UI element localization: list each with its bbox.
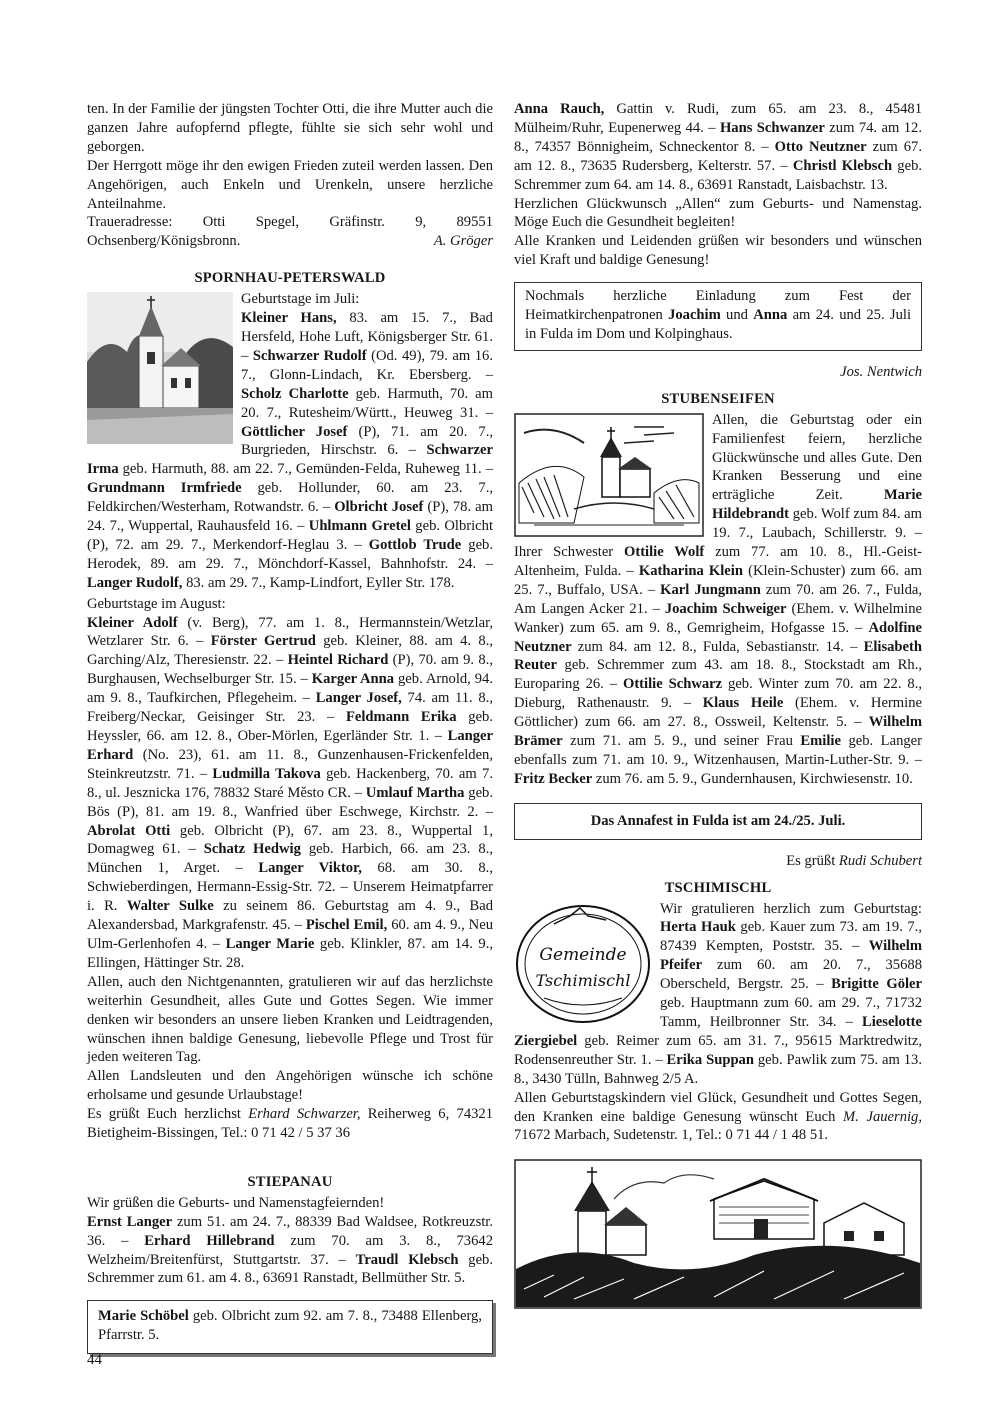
continued-birthday-list: Anna Rauch, Gattin v. Rudi, zum 65. am 23. 8., 45481 Mülheim/Ruhr, Eupenerweg 44. – Hans Schwanzer zum 74. am 12. 8., 74357 Bönnigheim, Schneckentor 8. – Otto Neutzner zum 67. am 12. 8., 73635 Rudersberg, Kelterstr. 57. – Christl Klebsch geb. Schremmer zum 64. am 14. 8., 63691 Ranstadt, Laisbachstr. 13.: [514, 101, 923, 193]
signature-nentwich: Jos. Nentwich: [840, 363, 922, 380]
invitation-text: Nochmals herzliche Einladung zum Fest der Heimatkirchenpatronen Joachim und Anna am 24. und 25. Juli in Fulda im Dom und Kolpinghaus.: [525, 288, 911, 342]
stiepanau-list: Ernst Langer zum 51. am 24. 7., 88339 Bad Waldsee, Rotkreuzstr. 36. – Erhard Hillebrand zum 70. am 3. 8., 73642 Welzheim/Breitenfürst, Stuttgartstr. 37. – Traudl Klebsch geb. Schremmer zum 61. am 4. 8., 63691 Ranstadt, Bellmüther Str. 5.: [87, 1213, 493, 1287]
stubenseifen-block: [514, 411, 922, 789]
section-heading-tschimischl: TSCHIMISCHL: [664, 879, 772, 896]
seal-text-line2: Tschimischl: [535, 970, 631, 990]
obituary-signature: A. Gröger: [433, 233, 493, 250]
section-heading-stiepanau: STIEPANAU: [247, 1173, 333, 1190]
community-seal: [514, 902, 652, 1026]
wishes-line: Herzlichen Glückwunsch „Allen“ zum Geburts- und Namenstag. Möge Euch die Gesundheit begleiten!: [514, 195, 922, 231]
annafest-text: Das Annafest in Fulda ist am 24./25. Juli.: [590, 812, 846, 829]
invitation-box: [514, 282, 922, 351]
seal-text-line1: Gemeinde: [539, 944, 627, 965]
left-column: [87, 100, 493, 1354]
page-number: 44: [87, 1352, 102, 1368]
section-heading-spornhau: SPORNHAU-PETERSWALD: [194, 270, 386, 287]
spornhau-july-list: Kleiner Hans, 83. am 15. 7., Bad Hersfeld, Hohe Luft, Königsberger Str. 61. – Schwarzer Rudolf (Od. 49), 79. am 16. 7., Glonn-Lindach, Kr. Ebersberg. – Scholz Charlotte geb. Harmuth, 70. am 20. 7., Rutesheim/Württ., Heuweg 31. – Göttlicher Josef (P), 71. am 20. 7., Burgrieden, Hirschstr. 6. – Schwarzer Irma geb. Harmuth, 88. am 22. 7., Gemünden-Felda, Ruheweg 11. – Grundmann Irmfriede geb. Hollunder, 60. am 23. 7., Feldkirchen/Westerham, Rotwandstr. 6. – Olbricht Josef (P), 78. am 24. 7., Wuppertal, Rauhausfeld 16. – Uhlmann Gretel geb. Olbricht (P), 72. am 29. 7., Merkendorf-Heglau 3. – Gottlob Trude geb. Herodek, 89. am 29. 7., Mönchdorf-Kassel, Bahnhofstr. 24. – Langer Rudolf, 83. am 29. 7., Kamp-Lindfort, Eyller Str. 178.: [87, 310, 494, 591]
church-photo: [87, 292, 233, 444]
stiepanau-intro: Wir grüßen die Geburts- und Namenstagfeiernden!: [87, 1194, 385, 1211]
right-column: [514, 100, 922, 1309]
obituary-address-row: [87, 213, 493, 251]
spornhau-august-list: Kleiner Adolf (v. Berg), 77. am 1. 8., Hermannstein/Wetzlar, Wetzlarer Str. 6. – Förster Gertrud geb. Kleiner, 88. am 4. 8., Garching/Alz, Theresienstr. 22. – Heintel Richard (P), 70. am 9. 8., Burghausen, Wechselburger Str. 15. – Karger Anna geb. Arnold, 94. am 9. 8., Taufkirchen, Pflegeheim. – Langer Josef, 74. am 11. 8., Freiberg/Neckar, Geisinger Str. 23. – Feldmann Erika geb. Heyssler, 66. am 12. 8., Ober-Mörlen, Egerländer Str. 1. – Langer Erhard (No. 23), 61. am 11. 8., Gunzenhausen-Frickenfelden, Steinkreutzstr. 71. – Ludmilla Takova geb. Hackenberg, 70. am 7. 8., ul. Jesznicka 176, 78832 Staré Město CR. – Umlauf Martha geb. Bös (P), 81. am 19. 8., Wanfried über Eschwege, Kirchstr. 2. – Abrolat Otti geb. Olbricht (P), 67. am 23. 8., Wuppertal 1, Domagweg 61. – Schatz Hedwig geb. Harbich, 66. am 23. 8., München 1, Arget. – Langer Viktor, 68. am 30. 8., Schwieberdingen, Hermann-Essig-Str. 72. – Unserem Heimatpfarrer i. R. Walter Sulke zu seinem 86. Geburtstag am 4. 9., Bad Alexandersbad, Markgrafenstr. 45. – Pischel Emil, 60. am 4. 9., Neu Ulm-Gerlenhofen 4. – Langer Marie geb. Klinkler, 87. am 14. 9., Ellingen, Hättinger Str. 28.: [87, 614, 494, 971]
chapel-sketch: [514, 413, 704, 537]
spornhau-august-label: Geburtstage im August:: [87, 595, 226, 612]
tschimischl-block: [514, 900, 922, 1089]
spornhau-july-block: [87, 290, 493, 593]
obituary-intro: ten. In der Familie der jüngsten Tochter Otti, die ihre Mutter auch die ganzen Jahre aufopfernd pflegte, fühlte sie sich sehr wohl und geborgen.: [87, 101, 493, 155]
stiepanau-boxed-text: Marie Schöbel geb. Olbricht zum 92. am 7. 8., 73488 Ellenberg, Pfarrstr. 5.: [98, 1308, 482, 1344]
spornhau-july-label: Geburtstage im Juli:: [241, 291, 360, 308]
stubenseifen-list: Allen, die Geburtstag oder ein Familienfest feiern, herzliche Glückwünsche und alles Gute. Den Kranken Besserung und eine erträgliche Zeit. Marie Hildebrandt geb. Wolf zum 84. am 19. 7., Laubach, Schillerstr. 9. – Ihrer Schwester Ottilie Wolf zum 77. am 10. 8., Hl.-Geist-Altenheim, Fulda. – Katharina Klein (Klein-Schuster) zum 66. am 25. 7., Buffalo, USA. – Karl Jungmann zum 70. am 26. 7., Fulda, Am Langen Acker 21. – Joachim Schweiger (Ehem. v. Wilhelmine Wanker) zum 65. am 9. 8., Gemrigheim, Hofgasse 15. – Adolfine Neutzner zum 84. am 12. 8., Fulda, Sebastianstr. 14. – Elisabeth Reuter geb. Schremmer zum 43. am 18. 8., Stockstadt am Rh., Europaring 26. – Ottilie Schwarz geb. Winter zum 70. am 22. 8., Dieburg, Rathenaustr. 9. – Klaus Heile (Ehem. v. Hermine Göttlicher) zum 66. am 27. 8., Ossweil, Keltenstr. 5. – Wilhelm Brämer zum 71. am 5. 9., und seiner Frau Emilie geb. Langer ebenfalls zum 71. am 10. 9., Witzenhausen, Martin-Luther-Str. 9. – Fritz Becker zum 76. am 5. 9., Gundernhausen, Kirchwiesenstr. 10.: [514, 411, 923, 787]
spornhau-signoff: Es grüßt Euch herzlichst Erhard Schwarzer, Reiherweg 6, 74321 Bietigheim-Bissingen, Tel.: 0 71 42 / 5 37 36: [87, 1106, 494, 1142]
village-sketch: [514, 1159, 922, 1309]
obituary-address: Traueradresse: Otti Spegel, Gräfinstr. 9, 89551 Ochsenberg/Königsbronn.: [87, 214, 493, 250]
stiepanau-boxed-entry: [87, 1300, 493, 1354]
annafest-box: [514, 803, 922, 840]
spornhau-greeting-all: Allen, auch den Nichtgenannten, gratulieren wir auf das herzlichste weiterhin Gesundheit, alles Gute und Gottes Segen. Wie immer denken wir besonders an unsere lieben Kranken und Leidtragenden, wünschen ihnen baldige Genesung, liebevolle Pflege und Trost für jeden weiteren Tag.: [87, 973, 493, 1066]
signature-schubert: Es grüßt Rudi Schubert: [786, 852, 922, 869]
section-heading-stubenseifen: STUBENSEIFEN: [661, 390, 775, 407]
tschimischl-list: Wir gratulieren herzlich zum Geburtstag: Herta Hauk geb. Kauer zum 73. am 19. 7., 87439 Kempten, Poststr. 35. – Wilhelm Pfeifer zum 60. am 20. 7., 35688 Oberscheld, Bergstr. 25. – Brigitte Göler geb. Hauptmann zum 60. am 29. 7., 71732 Tamm, Heilbronner Str. 34. – Lieselotte Ziergiebel geb. Reimer zum 65. am 31. 7., 95615 Marktredwitz, Rodensenreuther Str. 1. – Erika Suppan geb. Pawlik zum 75. am 13. 8., 3430 Tülln, Bahnweg 2/5 A.: [514, 900, 923, 1087]
sick-wishes-line: Alle Kranken und Leidenden grüßen wir besonders und wünschen viel Kraft und baldige Genesung!: [514, 233, 922, 269]
spornhau-greeting-landsleute: Allen Landsleuten und den Angehörigen wünsche ich schöne erholsame und gesunde Urlaubstage!: [87, 1068, 493, 1104]
obituary-blessing: Der Herrgott möge ihr den ewigen Frieden zuteil werden lassen. Den Angehörigen, auch Enkeln und Urenkeln, unsere herzliche Anteilnahme.: [87, 157, 493, 212]
tschimischl-closing: Allen Geburtstagskindern viel Glück, Gesundheit und Gottes Segen, den Kranken eine baldige Genesung wünscht Euch M. Jauernig, 71672 Marbach, Sudetenstr. 1, Tel.: 0 71 44 / 1 48 51.: [514, 1089, 922, 1144]
